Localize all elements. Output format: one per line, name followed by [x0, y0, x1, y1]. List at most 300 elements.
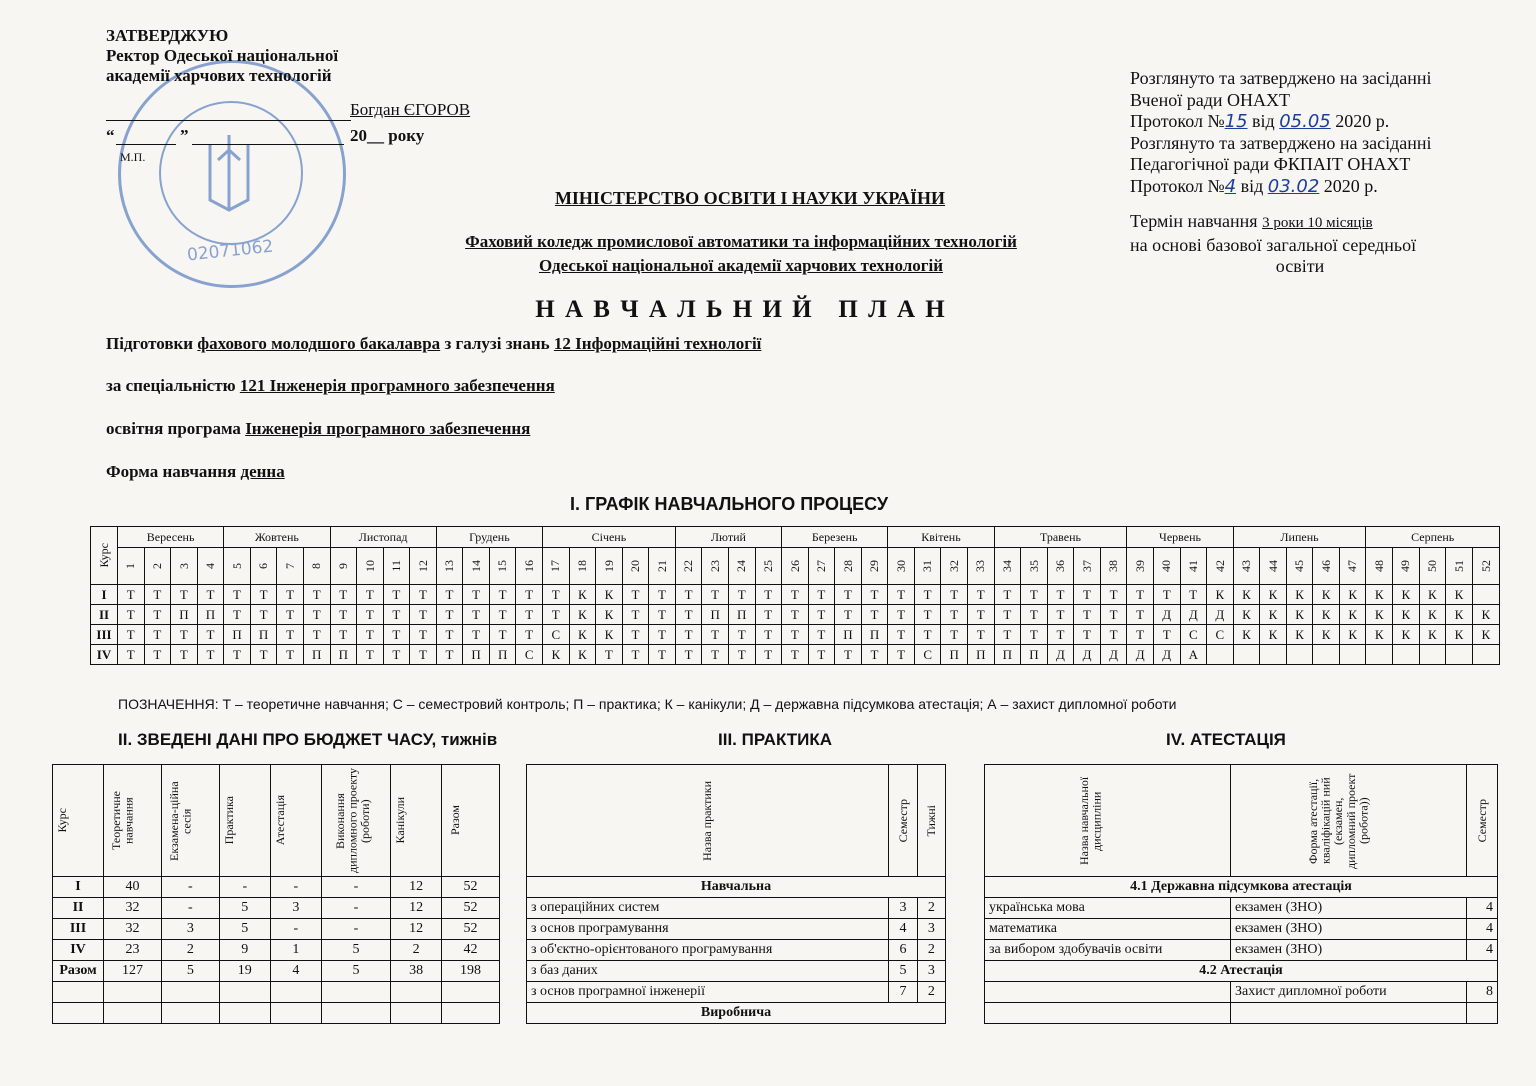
attest-row-form: Захист дипломної роботи — [1230, 982, 1466, 1003]
schedule-cell: Д — [1180, 605, 1207, 625]
schedule-cell: К — [1419, 605, 1446, 625]
schedule-cell: К — [1233, 585, 1260, 605]
practice-cell: 2 — [917, 982, 945, 1003]
protocol-year-2: 2020 р. — [1319, 175, 1378, 196]
schedule-cell: К — [1313, 625, 1340, 645]
prog-label: освітня програма — [106, 419, 246, 438]
schedule-cell: К — [1446, 625, 1473, 645]
schedule-cell: К — [1286, 585, 1313, 605]
schedule-cell: К — [1472, 625, 1499, 645]
schedule-cell: Т — [914, 625, 941, 645]
schedule-cell: Т — [144, 585, 171, 605]
date-day-line — [116, 128, 176, 145]
schedule-week-number: 2 — [144, 548, 171, 585]
budget-cell: Разом — [53, 961, 104, 982]
schedule-cell: Т — [1047, 585, 1074, 605]
schedule-cell: Т — [410, 645, 437, 665]
schedule-week-number: 20 — [622, 548, 649, 585]
schedule-cell: К — [1339, 585, 1366, 605]
schedule-week-number: 44 — [1260, 548, 1287, 585]
schedule-week-number: 52 — [1472, 548, 1499, 585]
attest-cell: за вибором здобувачів освіти — [985, 940, 1231, 961]
schedule-cell: Т — [383, 625, 410, 645]
budget-cell: ІІ — [53, 898, 104, 919]
schedule-cell: Т — [888, 625, 915, 645]
schedule-cell: П — [489, 645, 516, 665]
schedule-week-number: 45 — [1286, 548, 1313, 585]
schedule-cell: Т — [808, 645, 835, 665]
schedule-cell — [1207, 645, 1234, 665]
schedule-cell: Т — [303, 605, 330, 625]
schedule-cell: Т — [250, 585, 277, 605]
schedule-course-header: Курс — [91, 527, 118, 585]
attest-row — [985, 919, 1498, 940]
schedule-cell: Т — [436, 625, 463, 645]
budget-row — [53, 919, 500, 940]
attest-row-discipline — [985, 982, 1231, 1003]
schedule-month-8: Травень — [994, 527, 1127, 548]
schedule-week-number: 32 — [941, 548, 968, 585]
schedule-cell: Т — [649, 605, 676, 625]
study-basis: на основі базової загальної середньої — [1130, 234, 1417, 255]
schedule-week-number: 51 — [1446, 548, 1473, 585]
practice-cell: з основ програмної інженерії — [527, 982, 889, 1003]
budget-cell: 32 — [104, 898, 162, 919]
schedule-cell: Т — [649, 645, 676, 665]
schedule-course-cell: IV — [91, 645, 118, 665]
schedule-cell — [1446, 645, 1473, 665]
schedule-cell: Т — [463, 605, 490, 625]
budget-cell: 2 — [391, 940, 442, 961]
schedule-cell: Т — [224, 585, 251, 605]
schedule-cell: Т — [197, 645, 224, 665]
practice-cell: з основ програмування — [527, 919, 889, 940]
attest-group-state: 4.1 Державна підсумкова атестація — [985, 877, 1498, 898]
schedule-cell: Т — [277, 585, 304, 605]
schedule-cell: П — [197, 605, 224, 625]
schedule-cell: Т — [1047, 625, 1074, 645]
schedule-cell: Т — [516, 585, 543, 605]
review-protocol-1 — [1130, 111, 1470, 133]
schedule-week-number: 16 — [516, 548, 543, 585]
schedule-cell: Т — [861, 645, 888, 665]
schedule-cell: Т — [755, 625, 782, 645]
schedule-cell: К — [1339, 625, 1366, 645]
protocol-number-2: 4 — [1224, 175, 1237, 197]
practice-row — [527, 982, 946, 1003]
schedule-row — [91, 585, 1500, 605]
budget-cell: 198 — [442, 961, 500, 982]
practice-cell: з об'єктно-орієнтованого програмування — [527, 940, 889, 961]
schedule-cell: Т — [197, 625, 224, 645]
schedule-cell: Т — [330, 625, 357, 645]
schedule-month-10: Липень — [1233, 527, 1366, 548]
rector-name: Богдан ЄГОРОВ — [350, 100, 471, 119]
budget-header-6: Канікули — [391, 765, 442, 877]
schedule-row — [91, 645, 1500, 665]
schedule-cell: Т — [1100, 605, 1127, 625]
schedule-cell — [1472, 645, 1499, 665]
attest-header-semester: Семестр — [1467, 765, 1498, 877]
schedule-cell: Т — [357, 605, 384, 625]
schedule-cell: К — [596, 605, 623, 625]
schedule-cell: Т — [543, 585, 570, 605]
schedule-cell: Т — [118, 625, 145, 645]
schedule-cell: Т — [224, 645, 251, 665]
schedule-week-number: 4 — [197, 548, 224, 585]
schedule-cell: Т — [1153, 625, 1180, 645]
ministry-title — [0, 188, 1500, 209]
schedule-cell: К — [1393, 585, 1420, 605]
schedule-week-number: 35 — [1021, 548, 1048, 585]
schedule-week-number: 13 — [436, 548, 463, 585]
schedule-row — [91, 625, 1500, 645]
schedule-cell: К — [1260, 605, 1287, 625]
budget-cell: 5 — [321, 940, 390, 961]
schedule-week-number: 9 — [330, 548, 357, 585]
schedule-week-number: 14 — [463, 548, 490, 585]
schedule-cell: К — [569, 645, 596, 665]
budget-header-4: Атестація — [270, 765, 321, 877]
schedule-cell: Т — [410, 585, 437, 605]
schedule-cell: П — [463, 645, 490, 665]
schedule-cell: Т — [463, 585, 490, 605]
schedule-legend: ПОЗНАЧЕННЯ: Т – теоретичне навчання; С – семестровий контроль; П – практика; К – канікули; Д – державна підсумкова атестація; А – захист дипломної роботи — [118, 696, 1177, 712]
schedule-cell: К — [1233, 605, 1260, 625]
schedule-cell: Т — [861, 585, 888, 605]
practice-cell: 4 — [889, 919, 917, 940]
schedule-month-3: Грудень — [436, 527, 542, 548]
schedule-cell: Т — [357, 585, 384, 605]
schedule-cell: Т — [383, 585, 410, 605]
schedule-cell: Т — [675, 645, 702, 665]
schedule-week-number: 49 — [1393, 548, 1420, 585]
schedule-cell: К — [1286, 625, 1313, 645]
schedule-cell: К — [1446, 585, 1473, 605]
schedule-cell: Т — [118, 605, 145, 625]
schedule-cell: С — [914, 645, 941, 665]
practice-cell: з баз даних — [527, 961, 889, 982]
schedule-week-number: 1 — [118, 548, 145, 585]
schedule-cell: Т — [1127, 585, 1154, 605]
date-year: 20__ року — [350, 126, 425, 145]
attest-cell: екзамен (ЗНО) — [1230, 898, 1466, 919]
schedule-week-number: 8 — [303, 548, 330, 585]
protocol-from: від — [1247, 111, 1280, 131]
attest-header-discipline: Назва навчальної дисципліни — [985, 765, 1231, 877]
schedule-cell: П — [861, 625, 888, 645]
program-line — [106, 419, 530, 439]
protocol-number-1: 15 — [1224, 111, 1248, 132]
schedule-cell: Т — [1074, 585, 1101, 605]
protocol-date-2: 03.02 — [1267, 175, 1320, 197]
attest-row — [985, 940, 1498, 961]
schedule-cell: Т — [303, 585, 330, 605]
schedule-cell: Т — [622, 625, 649, 645]
schedule-cell: Т — [224, 605, 251, 625]
study-term-label: Термін навчання — [1130, 211, 1263, 231]
stamp-place-label: М.П. — [120, 150, 146, 164]
schedule-cell: Т — [968, 605, 995, 625]
schedule-cell: Т — [755, 645, 782, 665]
schedule-week-number: 47 — [1339, 548, 1366, 585]
prep-degree: фахового молодшого бакалавра — [197, 334, 441, 353]
schedule-cell: Т — [994, 585, 1021, 605]
schedule-cell: Т — [888, 605, 915, 625]
schedule-cell: Т — [622, 605, 649, 625]
schedule-cell: Т — [914, 605, 941, 625]
schedule-cell: Т — [330, 585, 357, 605]
schedule-month-1: Жовтень — [224, 527, 330, 548]
schedule-cell: Т — [1021, 585, 1048, 605]
budget-cell: І — [53, 877, 104, 898]
budget-header-3: Практика — [219, 765, 270, 877]
schedule-cell: К — [1446, 605, 1473, 625]
schedule-month-4: Січень — [543, 527, 676, 548]
schedule-week-number: 42 — [1207, 548, 1234, 585]
schedule-cell: Т — [171, 585, 198, 605]
schedule-cell: Т — [1100, 625, 1127, 645]
schedule-course-cell: ІІ — [91, 605, 118, 625]
budget-title: ІІ. ЗВЕДЕНІ ДАНІ ПРО БЮДЖЕТ ЧАСУ, тижнів — [118, 730, 498, 749]
schedule-cell: Т — [1074, 625, 1101, 645]
schedule-cell: Д — [1153, 645, 1180, 665]
schedule-week-number: 3 — [171, 548, 198, 585]
schedule-cell: К — [1419, 585, 1446, 605]
schedule-month-0: Вересень — [118, 527, 224, 548]
schedule-cell: Т — [782, 605, 809, 625]
schedule-title: І. ГРАФІК НАВЧАЛЬНОГО ПРОЦЕСУ — [570, 494, 889, 514]
budget-header-2: Екзамена-ційна сесія — [161, 765, 219, 877]
schedule-week-number: 50 — [1419, 548, 1446, 585]
budget-cell: - — [321, 877, 390, 898]
spec-label: за спеціальністю — [106, 376, 240, 395]
review-line-5: Педагогічної ради ФКПАІТ ОНАХТ — [1130, 154, 1411, 174]
budget-cell: 38 — [391, 961, 442, 982]
budget-cell: 2 — [161, 940, 219, 961]
schedule-week-number: 40 — [1153, 548, 1180, 585]
schedule-cell: П — [330, 645, 357, 665]
schedule-cell: Т — [675, 585, 702, 605]
budget-cell: ІІІ — [53, 919, 104, 940]
practice-row — [527, 919, 946, 940]
schedule-cell: Т — [622, 585, 649, 605]
budget-cell: - — [270, 877, 321, 898]
schedule-week-number: 21 — [649, 548, 676, 585]
schedule-cell: П — [224, 625, 251, 645]
protocol-label: Протокол № — [1130, 111, 1225, 131]
schedule-cell: К — [596, 585, 623, 605]
date-month-line — [192, 128, 344, 145]
schedule-cell: К — [1472, 605, 1499, 625]
schedule-week-number: 30 — [888, 548, 915, 585]
attest-cell: 4 — [1467, 940, 1498, 961]
schedule-cell: Т — [357, 645, 384, 665]
date-quote-open: “ — [106, 126, 115, 145]
schedule-week-number: 12 — [410, 548, 437, 585]
budget-cell: 9 — [219, 940, 270, 961]
schedule-week-number: 31 — [914, 548, 941, 585]
schedule-week-number: 5 — [224, 548, 251, 585]
schedule-cell: К — [543, 645, 570, 665]
budget-cell: 3 — [270, 898, 321, 919]
budget-cell: 5 — [321, 961, 390, 982]
schedule-cell: Т — [755, 605, 782, 625]
budget-table — [52, 764, 500, 1024]
schedule-cell: Т — [436, 605, 463, 625]
schedule-week-number: 15 — [489, 548, 516, 585]
schedule-cell: Т — [1153, 585, 1180, 605]
budget-cell: 3 — [161, 919, 219, 940]
schedule-cell: К — [1366, 585, 1393, 605]
schedule-cell: Д — [1127, 645, 1154, 665]
schedule-cell: С — [1180, 625, 1207, 645]
form-line — [106, 462, 285, 482]
schedule-cell: Т — [808, 625, 835, 645]
practice-header-name: Назва практики — [527, 765, 889, 877]
schedule-cell: Т — [250, 645, 277, 665]
budget-cell: IV — [53, 940, 104, 961]
schedule-cell: Д — [1100, 645, 1127, 665]
budget-cell: 42 — [442, 940, 500, 961]
schedule-cell: К — [569, 605, 596, 625]
attest-row — [985, 898, 1498, 919]
schedule-cell: К — [1286, 605, 1313, 625]
prep-field: 12 Інформаційні технології — [553, 334, 762, 353]
schedule-week-number: 18 — [569, 548, 596, 585]
budget-cell: 4 — [270, 961, 321, 982]
college-name: Фаховий коледж промислової автоматики та інформаційних технологій — [465, 232, 1017, 251]
schedule-cell: Т — [914, 585, 941, 605]
schedule-cell: Т — [755, 585, 782, 605]
practice-title: ІІІ. ПРАКТИКА — [718, 730, 833, 749]
schedule-cell — [1419, 645, 1446, 665]
schedule-cell: Т — [197, 585, 224, 605]
attest-cell: українська мова — [985, 898, 1231, 919]
schedule-cell: П — [941, 645, 968, 665]
practice-cell: 3 — [917, 961, 945, 982]
schedule-cell: Т — [1021, 625, 1048, 645]
schedule-cell: Т — [330, 605, 357, 625]
attest-empty-cell — [985, 1003, 1231, 1024]
schedule-cell: Т — [410, 625, 437, 645]
schedule-week-number: 48 — [1366, 548, 1393, 585]
schedule-cell: Т — [118, 585, 145, 605]
attest-table — [984, 764, 1498, 1024]
schedule-cell: С — [1207, 625, 1234, 645]
practice-cell: 7 — [889, 982, 917, 1003]
schedule-cell: Т — [1100, 585, 1127, 605]
protocol-from-2: від — [1236, 175, 1268, 196]
schedule-cell: Т — [489, 605, 516, 625]
budget-cell: 1 — [270, 940, 321, 961]
budget-empty-cell — [53, 982, 104, 1003]
schedule-cell: Т — [303, 625, 330, 645]
schedule-cell: С — [516, 645, 543, 665]
schedule-week-number: 11 — [383, 548, 410, 585]
schedule-cell: Д — [1207, 605, 1234, 625]
schedule-cell: Т — [463, 625, 490, 645]
schedule-cell: Т — [596, 645, 623, 665]
schedule-cell: Т — [994, 605, 1021, 625]
form-value: денна — [240, 462, 285, 481]
schedule-week-number: 39 — [1127, 548, 1154, 585]
schedule-cell: Т — [835, 645, 862, 665]
schedule-cell: К — [1393, 605, 1420, 625]
budget-cell: 12 — [391, 898, 442, 919]
budget-row — [53, 877, 500, 898]
budget-row — [53, 898, 500, 919]
schedule-cell: К — [596, 625, 623, 645]
protocol-date-1: 05.05 — [1279, 111, 1331, 132]
budget-cell: - — [321, 898, 390, 919]
practice-row — [527, 961, 946, 982]
schedule-cell: К — [1233, 625, 1260, 645]
practice-header-semester: Семестр — [889, 765, 917, 877]
schedule-cell: Т — [489, 585, 516, 605]
schedule-cell: Т — [543, 605, 570, 625]
schedule-cell: Т — [622, 645, 649, 665]
budget-header-0: Курс — [53, 765, 104, 877]
budget-cell: 12 — [391, 877, 442, 898]
schedule-cell: Т — [171, 645, 198, 665]
schedule-cell: П — [835, 625, 862, 645]
schedule-cell: Т — [782, 585, 809, 605]
schedule-cell: К — [1313, 585, 1340, 605]
schedule-cell: К — [1260, 625, 1287, 645]
schedule-cell: Т — [861, 605, 888, 625]
schedule-row — [91, 605, 1500, 625]
attest-header-form: Форма атестації, кваліфікацій ний (екзамен, дипломний проект (робота)) — [1230, 765, 1466, 877]
practice-cell: 3 — [917, 919, 945, 940]
schedule-cell: Т — [968, 625, 995, 645]
schedule-week-number: 27 — [808, 548, 835, 585]
schedule-week-number: 33 — [968, 548, 995, 585]
schedule-month-7: Квітень — [888, 527, 994, 548]
schedule-cell: А — [1180, 645, 1207, 665]
practice-cell: 2 — [917, 898, 945, 919]
schedule-cell: Т — [277, 605, 304, 625]
schedule-cell: Т — [144, 605, 171, 625]
practice-cell: 6 — [889, 940, 917, 961]
signature-line — [106, 102, 351, 121]
attest-row-semester: 8 — [1467, 982, 1498, 1003]
practice-cell: 3 — [889, 898, 917, 919]
schedule-cell: Т — [702, 585, 729, 605]
schedule-cell: Т — [1047, 605, 1074, 625]
approval-rector: Ректор Одеської національної — [106, 46, 339, 65]
schedule-cell: П — [994, 645, 1021, 665]
schedule-cell — [1313, 645, 1340, 665]
schedule-cell: Т — [277, 625, 304, 645]
schedule-week-number: 23 — [702, 548, 729, 585]
schedule-cell: Т — [1127, 625, 1154, 645]
academy-name: Одеської національної академії харчових технологій — [538, 256, 944, 275]
practice-cell: 5 — [889, 961, 917, 982]
schedule-cell: Т — [728, 625, 755, 645]
schedule-cell: Т — [383, 645, 410, 665]
budget-cell: - — [219, 877, 270, 898]
schedule-cell: П — [303, 645, 330, 665]
budget-header-1: Теоретичне навчання — [104, 765, 162, 877]
schedule-week-number: 24 — [728, 548, 755, 585]
budget-row — [53, 961, 500, 982]
schedule-cell: Т — [702, 645, 729, 665]
schedule-cell: Т — [702, 625, 729, 645]
schedule-cell: Т — [649, 585, 676, 605]
practice-cell: з операційних систем — [527, 898, 889, 919]
schedule-month-6: Березень — [782, 527, 888, 548]
